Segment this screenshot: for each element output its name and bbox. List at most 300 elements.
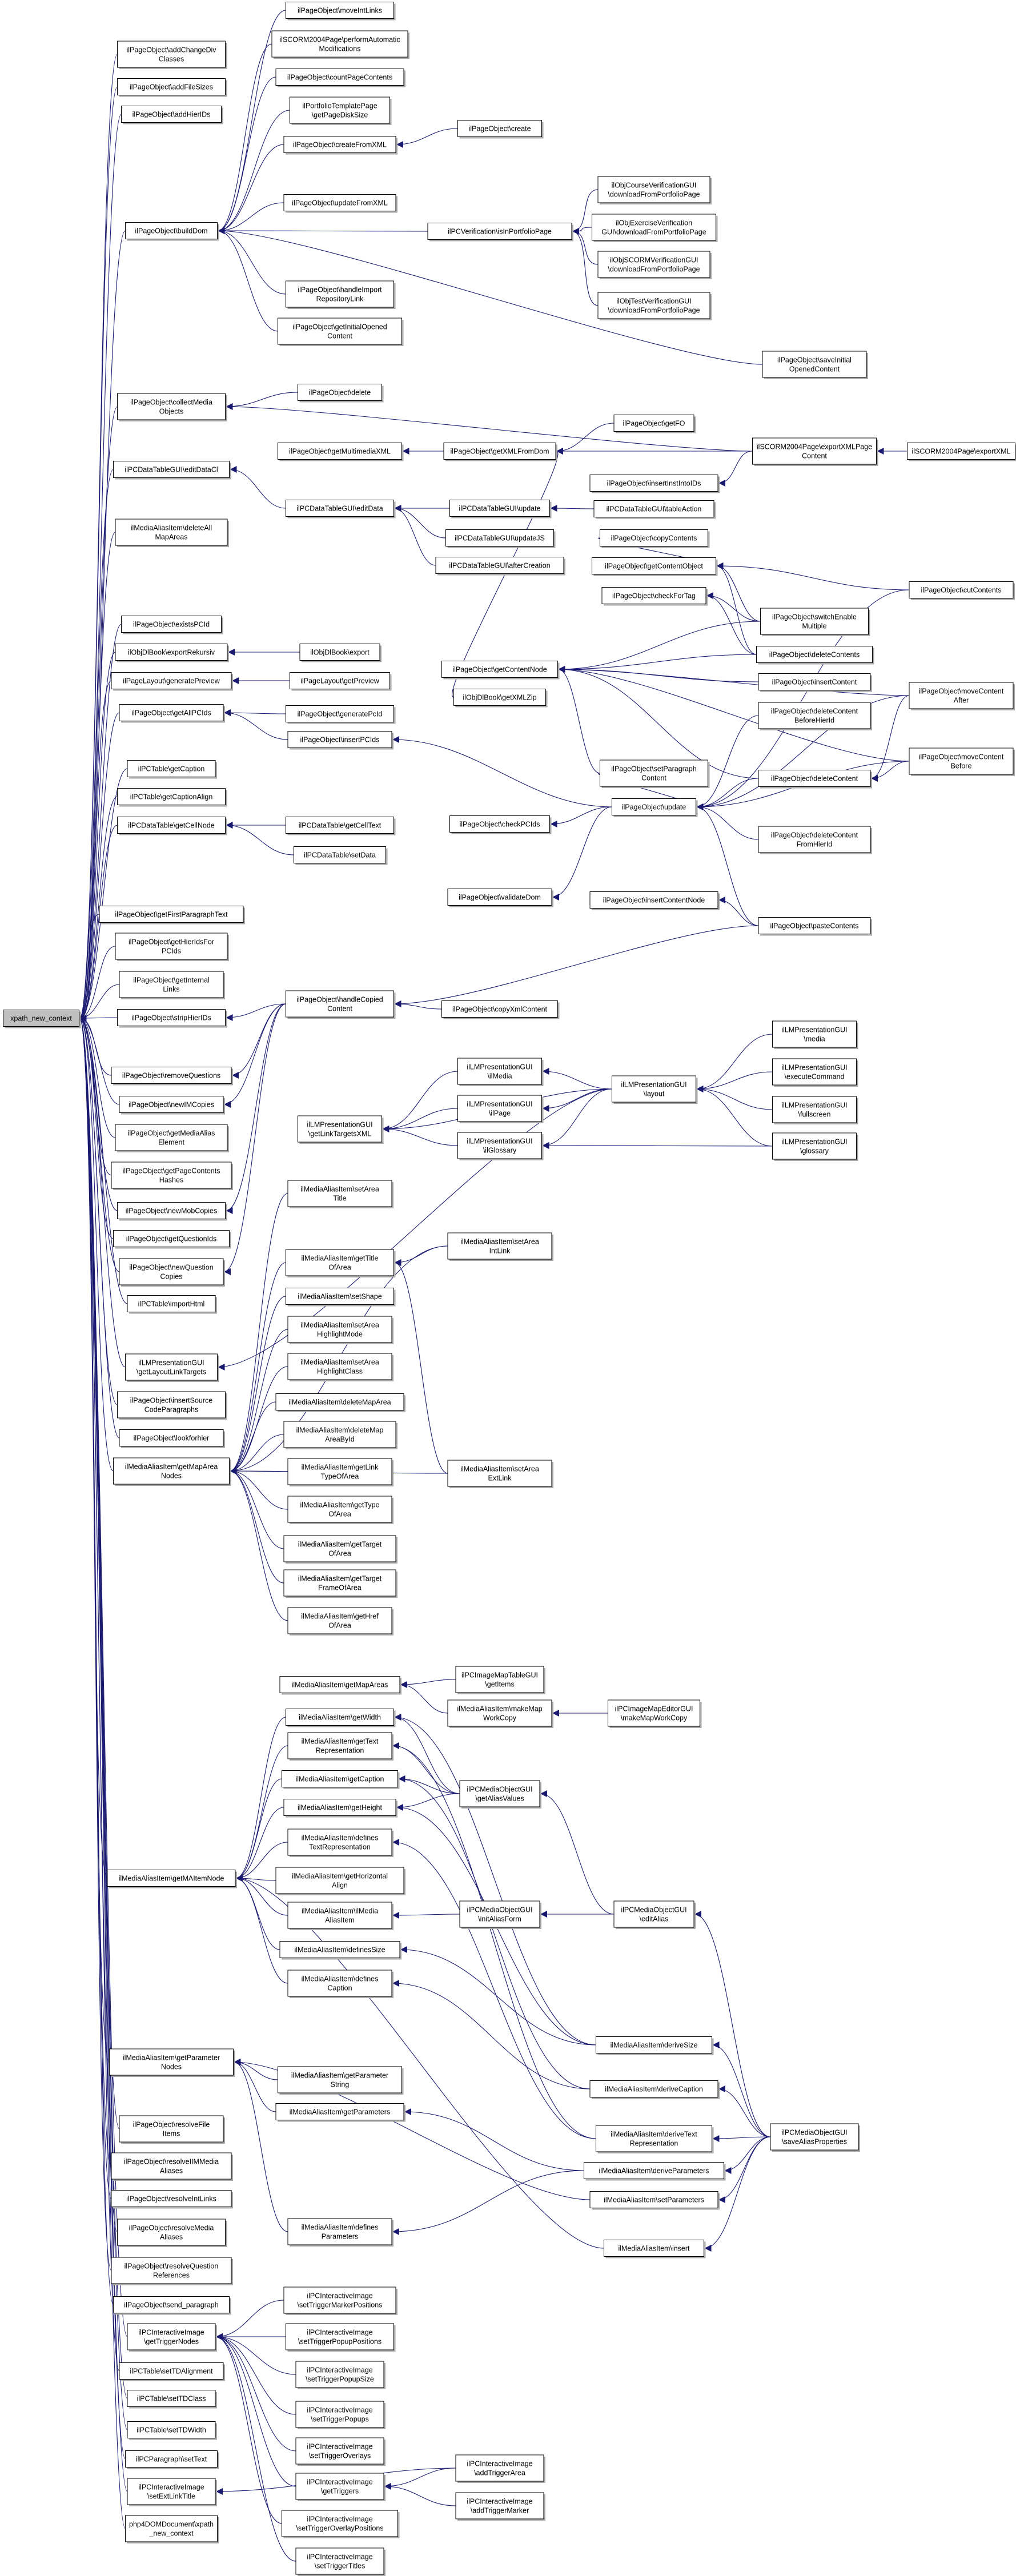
node-A5[interactable] (118, 393, 227, 421)
node-box[interactable] (773, 1021, 857, 1047)
node-box[interactable] (909, 682, 1013, 709)
node-box[interactable] (458, 1132, 542, 1159)
node-box[interactable] (284, 1570, 396, 1596)
node-A23[interactable] (118, 1203, 227, 1221)
node-box[interactable] (286, 281, 394, 307)
node-D4[interactable] (598, 292, 712, 320)
node-label: ilPageObject\newMobCopies (125, 1207, 218, 1215)
node-C17[interactable] (456, 1666, 545, 1694)
node-D21[interactable] (590, 2192, 720, 2210)
node-box[interactable] (284, 1536, 396, 1562)
node-B8[interactable] (278, 318, 404, 346)
node-label: ilPageObject\deleteContent (770, 831, 858, 839)
node-box[interactable] (111, 2257, 231, 2284)
node-A6[interactable] (114, 461, 231, 480)
node-label: ilMediaAliasItem\setArea (300, 1358, 379, 1367)
node-A28[interactable] (118, 1392, 227, 1420)
node-D19[interactable] (596, 2125, 714, 2153)
node-label: ilMediaAliasItem\setArea (300, 1321, 379, 1329)
node-box[interactable] (288, 1608, 392, 1634)
node-A42[interactable] (127, 2422, 217, 2440)
node-box[interactable] (614, 1901, 694, 1927)
node-A39[interactable] (127, 2324, 217, 2352)
node-box[interactable] (111, 2153, 231, 2179)
node-A37[interactable] (111, 2257, 233, 2285)
node-box[interactable] (460, 1781, 540, 1807)
node-box[interactable] (290, 97, 390, 123)
node-B6[interactable] (284, 195, 397, 213)
node-box[interactable] (288, 1829, 392, 1855)
node-B26[interactable] (284, 1421, 397, 1449)
node-B35[interactable] (282, 1771, 400, 1789)
node-box[interactable] (119, 971, 223, 998)
node-A24[interactable] (114, 1231, 231, 1249)
node-D10[interactable] (602, 588, 708, 606)
node-box[interactable] (456, 1666, 544, 1693)
node-label: ilPageObject\resolveFile (132, 2120, 210, 2129)
node-C8[interactable] (454, 689, 548, 708)
node-D13[interactable] (590, 892, 720, 910)
node-D6[interactable] (590, 475, 720, 493)
node-box[interactable] (458, 1058, 542, 1084)
node-E13[interactable] (773, 1133, 858, 1161)
node-label: ilPageObject\insertInstIntoIDs (607, 479, 701, 488)
node-B20[interactable] (288, 1180, 393, 1208)
edge-E14-D16 (694, 1914, 770, 2137)
node-F3[interactable] (909, 682, 1015, 710)
node-D15[interactable] (608, 1700, 702, 1728)
node-box[interactable] (298, 1116, 382, 1142)
node-label: \editAlias (639, 1915, 669, 1923)
node-B33[interactable] (286, 1709, 396, 1727)
node-E11[interactable] (773, 1059, 858, 1087)
node-C5[interactable] (446, 530, 556, 548)
edge-B35-A31 (236, 1779, 282, 1878)
node-C19[interactable] (460, 1781, 541, 1809)
node-D7[interactable] (594, 501, 716, 519)
node-A43[interactable] (126, 2451, 219, 2469)
node-B50[interactable] (296, 2473, 385, 2501)
node-B19[interactable] (298, 1116, 384, 1144)
nodes-layer (3, 2, 1016, 2576)
node-E4[interactable] (757, 646, 874, 665)
node-B7[interactable] (286, 281, 396, 309)
node-D16[interactable] (614, 1901, 696, 1929)
node-label: _new_context (149, 2529, 194, 2538)
node-A25[interactable] (119, 1259, 225, 1287)
node-B23[interactable] (288, 1316, 393, 1344)
node-label: References (153, 2271, 190, 2280)
node-F2[interactable] (909, 582, 1015, 600)
node-label: ilPCDataTable\getCellNode (128, 821, 215, 830)
node-box[interactable] (127, 2324, 215, 2350)
node-E12[interactable] (773, 1096, 858, 1124)
node-label: ilPageObject\existsPCId (132, 620, 210, 629)
node-box[interactable] (458, 1095, 542, 1122)
node-box[interactable] (127, 2478, 215, 2505)
node-D2[interactable] (592, 214, 718, 242)
node-C22[interactable] (456, 2493, 545, 2521)
node-B52[interactable] (296, 2548, 385, 2576)
node-B39[interactable] (288, 1902, 393, 1930)
node-B41[interactable] (288, 1970, 393, 1998)
node-E14[interactable] (770, 2124, 860, 2152)
node-C2[interactable] (428, 223, 573, 242)
node-C3[interactable] (444, 443, 557, 461)
node-A21[interactable] (115, 1124, 229, 1152)
node-D9[interactable] (592, 558, 718, 576)
node-box[interactable] (288, 2219, 392, 2245)
node-box[interactable] (770, 2124, 858, 2150)
node-A10[interactable] (111, 673, 233, 691)
node-label: ilMediaAliasItem\getText (301, 1737, 379, 1746)
node-box[interactable] (288, 1458, 392, 1485)
node-A8[interactable] (122, 616, 223, 634)
node-C9[interactable] (450, 816, 552, 834)
node-label: ilPageObject\getPageContents (122, 1167, 220, 1175)
node-A2[interactable] (118, 79, 227, 97)
node-A19[interactable] (111, 1067, 233, 1086)
node-B37[interactable] (288, 1829, 393, 1857)
node-box[interactable] (761, 608, 869, 634)
node-box[interactable] (111, 1162, 231, 1188)
node-label: ilPageObject\deleteContent (770, 707, 858, 716)
node-label: ilMediaAliasItem\defines (301, 1834, 379, 1842)
node-box[interactable] (288, 1733, 392, 1759)
node-label: ilPCImageMapTableGUI (461, 1671, 539, 1679)
node-B36[interactable] (284, 1799, 397, 1818)
node-E9[interactable] (758, 918, 872, 936)
node-box[interactable] (773, 1059, 857, 1085)
node-B38[interactable] (276, 1867, 405, 1895)
edge-B31-A30 (230, 1471, 288, 1621)
node-C1[interactable] (458, 120, 544, 139)
node-C18[interactable] (448, 1700, 553, 1728)
node-D8[interactable] (600, 530, 710, 548)
node-C15[interactable] (448, 1233, 553, 1261)
node-B31[interactable] (288, 1608, 393, 1635)
node-D12[interactable] (612, 799, 698, 817)
node-B44[interactable] (288, 2219, 393, 2247)
node-box[interactable] (448, 1460, 552, 1486)
node-B9[interactable] (298, 384, 384, 403)
edge-B22-A30 (230, 1296, 286, 1471)
node-B10[interactable] (278, 443, 404, 461)
node-label: ilMediaAliasItem\setParameters (604, 2196, 704, 2204)
node-B1[interactable] (286, 2, 396, 21)
node-label: BeforeHierId (794, 716, 835, 725)
node-B5[interactable] (284, 136, 397, 155)
node-A45[interactable] (126, 2515, 219, 2543)
node-E5[interactable] (758, 674, 872, 692)
node-A18[interactable] (118, 1010, 227, 1028)
node-box[interactable] (272, 31, 408, 57)
node-A27[interactable] (126, 1354, 219, 1382)
node-box[interactable] (296, 2548, 384, 2574)
node-box[interactable] (288, 1902, 392, 1928)
node-B21[interactable] (286, 1249, 396, 1277)
edge-B34-A31 (236, 1746, 288, 1878)
node-box[interactable] (448, 1233, 552, 1259)
node-B24[interactable] (288, 1353, 393, 1381)
node-B27[interactable] (288, 1458, 393, 1486)
node-B48[interactable] (296, 2401, 385, 2429)
node-E7[interactable] (758, 770, 872, 789)
node-B14[interactable] (286, 706, 396, 724)
node-B42[interactable] (278, 2067, 404, 2095)
node-box[interactable] (296, 2473, 384, 2499)
node-box[interactable] (276, 1867, 404, 1894)
node-box[interactable] (598, 292, 710, 319)
node-label: ilObjExerciseVerification (615, 219, 693, 227)
node-D3[interactable] (598, 251, 712, 279)
node-C6[interactable] (436, 557, 565, 576)
node-label: Title (333, 1194, 347, 1203)
node-label: ilPageObject\delete (308, 388, 371, 397)
node-C20[interactable] (460, 1901, 541, 1929)
node-box[interactable] (118, 41, 226, 67)
node-box[interactable] (288, 1353, 392, 1380)
node-box[interactable] (288, 1316, 392, 1343)
node-label: ilPCInteractiveImage (307, 2553, 373, 2561)
node-box[interactable] (762, 351, 866, 377)
node-box[interactable] (119, 2116, 223, 2142)
node-box[interactable] (126, 1354, 218, 1380)
node-D14[interactable] (612, 1076, 698, 1104)
node-A4[interactable] (126, 223, 219, 241)
node-E8[interactable] (758, 826, 872, 854)
node-box[interactable] (282, 2510, 398, 2537)
node-box[interactable] (773, 1133, 857, 1159)
node-box[interactable] (118, 1392, 226, 1418)
node-box[interactable] (114, 1458, 230, 1484)
node-label: ilLMPresentationGUI (781, 1026, 848, 1034)
node-D11[interactable] (600, 760, 710, 788)
node-box[interactable] (598, 251, 710, 278)
node-box[interactable] (110, 2049, 234, 2075)
node-box[interactable] (758, 702, 870, 729)
node-C12[interactable] (458, 1058, 544, 1086)
node-A29[interactable] (119, 1430, 225, 1448)
node-A17[interactable] (119, 971, 225, 999)
node-box[interactable] (286, 991, 394, 1017)
edge-A10-root (80, 681, 112, 1018)
node-box[interactable] (460, 1901, 540, 1927)
edge-A42-root (80, 1018, 128, 2430)
node-B2[interactable] (272, 31, 409, 59)
node-box[interactable] (118, 393, 226, 420)
node-A1[interactable] (118, 41, 227, 69)
node-A38[interactable] (114, 2297, 231, 2315)
node-B40[interactable] (280, 1942, 401, 1960)
node-label: Links (163, 985, 180, 994)
node-E10[interactable] (773, 1021, 858, 1049)
edge-D14-C13 (543, 1089, 612, 1108)
node-box[interactable] (115, 933, 227, 959)
edge-C19-B35 (399, 1779, 460, 1794)
node-B28[interactable] (288, 1496, 393, 1524)
node-B13[interactable] (290, 673, 392, 691)
node-box[interactable] (758, 826, 870, 853)
node-C10[interactable] (448, 889, 553, 907)
node-B22[interactable] (286, 1288, 396, 1307)
node-label: Before (950, 762, 972, 770)
edge-D14-C14 (543, 1089, 612, 1146)
node-A32[interactable] (110, 2049, 235, 2077)
node-A14[interactable] (118, 817, 227, 835)
node-B51[interactable] (282, 2510, 400, 2538)
node-E2[interactable] (753, 438, 878, 466)
node-A9[interactable] (115, 644, 229, 662)
node-box[interactable] (592, 214, 716, 240)
node-A3[interactable] (122, 106, 223, 124)
node-A12[interactable] (127, 761, 217, 779)
node-label: ilPageObject\getQuestionIds (126, 1235, 217, 1243)
node-label: HighlightMode (317, 1330, 363, 1339)
node-B34[interactable] (288, 1733, 393, 1761)
node-box[interactable] (284, 2287, 396, 2313)
node-B49[interactable] (296, 2438, 385, 2466)
node-B43[interactable] (276, 2104, 405, 2122)
node-box[interactable] (448, 1700, 552, 1726)
node-box[interactable] (296, 2361, 384, 2388)
node-label: ilPCTable\setTDWidth (136, 2426, 206, 2434)
node-box[interactable] (296, 2438, 384, 2464)
node-B45[interactable] (284, 2287, 397, 2315)
edge-B43-A32 (234, 2062, 276, 2112)
node-D1[interactable] (598, 176, 712, 204)
node-B29[interactable] (284, 1536, 397, 1564)
node-label: \getLayoutLinkTargets (136, 1368, 207, 1376)
edge-B20-A30 (230, 1193, 288, 1471)
node-B46[interactable] (286, 2324, 396, 2352)
node-A34[interactable] (111, 2153, 233, 2181)
node-B30[interactable] (284, 1570, 397, 1598)
node-A35[interactable] (111, 2191, 233, 2209)
node-D5[interactable] (614, 415, 696, 433)
node-box[interactable] (278, 2067, 402, 2093)
node-label: OfArea (328, 1621, 351, 1630)
node-box[interactable] (115, 519, 227, 545)
node-C16[interactable] (448, 1460, 553, 1488)
node-B25[interactable] (276, 1394, 405, 1412)
node-C11[interactable] (442, 1001, 560, 1019)
node-box[interactable] (288, 1180, 392, 1207)
node-box[interactable] (296, 2401, 384, 2428)
node-box[interactable] (284, 1421, 396, 1448)
edge-B47-A39 (216, 2337, 296, 2374)
node-C13[interactable] (458, 1095, 544, 1123)
node-A16[interactable] (115, 933, 229, 961)
edge-E2-D6 (718, 451, 753, 483)
node-box[interactable] (456, 2455, 544, 2481)
node-box[interactable] (286, 1249, 394, 1276)
node-A26[interactable] (127, 1296, 217, 1314)
node-A13[interactable] (118, 789, 227, 807)
node-label: ilPageObject\buildDom (135, 227, 208, 235)
node-box[interactable] (909, 748, 1013, 774)
node-F4[interactable] (909, 748, 1015, 776)
node-B32[interactable] (280, 1677, 401, 1695)
node-A36[interactable] (118, 2219, 227, 2247)
node-box[interactable] (773, 1096, 857, 1123)
node-B11[interactable] (286, 500, 396, 519)
node-B15[interactable] (288, 732, 393, 750)
node-A44[interactable] (127, 2478, 217, 2506)
node-box[interactable] (119, 1259, 223, 1285)
node-D20[interactable] (584, 2163, 726, 2181)
node-C7[interactable] (442, 661, 560, 680)
node-box[interactable] (286, 2324, 394, 2350)
node-box[interactable] (598, 176, 710, 203)
node-F1[interactable] (907, 443, 1016, 461)
node-B12[interactable] (300, 644, 381, 662)
node-A40[interactable] (119, 2363, 225, 2381)
edge-C1-B5 (396, 128, 458, 144)
node-box[interactable] (118, 2219, 226, 2245)
edge-D7-C4 (551, 508, 595, 509)
node-A22[interactable] (111, 1162, 233, 1190)
node-E1[interactable] (762, 351, 868, 379)
node-box[interactable] (288, 1970, 392, 1996)
node-B18[interactable] (286, 991, 396, 1019)
node-D18[interactable] (590, 2081, 720, 2099)
node-A20[interactable] (119, 1096, 225, 1115)
node-B4[interactable] (290, 97, 392, 125)
node-A31[interactable] (107, 1870, 237, 1888)
node-A30[interactable] (114, 1458, 231, 1486)
node-label: ilLMPresentationGUI (781, 1101, 848, 1110)
node-C21[interactable] (456, 2455, 545, 2483)
node-A15[interactable] (99, 906, 245, 925)
node-label: ilMediaAliasItem\definesSize (294, 1946, 385, 1954)
node-box[interactable] (600, 760, 708, 786)
node-A41[interactable] (127, 2390, 217, 2409)
edge-D19-B37 (392, 1842, 596, 2139)
node-C4[interactable] (450, 500, 552, 519)
node-label: Nodes (160, 2063, 182, 2071)
edge-B18-A18 (226, 1004, 286, 1018)
node-E3[interactable] (761, 608, 870, 636)
node-label: ilPCDataTableGUI\update (459, 504, 541, 513)
node-box[interactable] (278, 318, 402, 344)
node-box[interactable] (456, 2493, 544, 2519)
node-A7[interactable] (115, 519, 229, 547)
node-box[interactable] (612, 1076, 696, 1102)
node-B3[interactable] (276, 69, 405, 87)
node-A11[interactable] (119, 705, 225, 723)
node-B47[interactable] (296, 2361, 385, 2389)
node-box[interactable] (753, 438, 877, 464)
node-B17[interactable] (294, 847, 388, 865)
node-D17[interactable] (596, 2037, 714, 2055)
node-C14[interactable] (458, 1132, 544, 1160)
node-label: ilPCInteractiveImage (307, 2515, 373, 2523)
node-box[interactable] (126, 2515, 218, 2542)
edge-F2-D9 (717, 566, 910, 590)
node-box[interactable] (596, 2125, 712, 2152)
node-label: ilPCDataTableGUI\editData (296, 504, 383, 513)
node-B16[interactable] (286, 817, 396, 835)
node-D22[interactable] (604, 2240, 706, 2258)
node-E6[interactable] (758, 702, 872, 730)
node-box[interactable] (115, 1124, 227, 1151)
node-label: ilPageObject\collectMedia (130, 398, 212, 407)
node-A33[interactable] (119, 2116, 225, 2144)
node-box[interactable] (608, 1700, 700, 1726)
edge-B8-A4 (218, 231, 278, 331)
node-box[interactable] (288, 1496, 392, 1522)
